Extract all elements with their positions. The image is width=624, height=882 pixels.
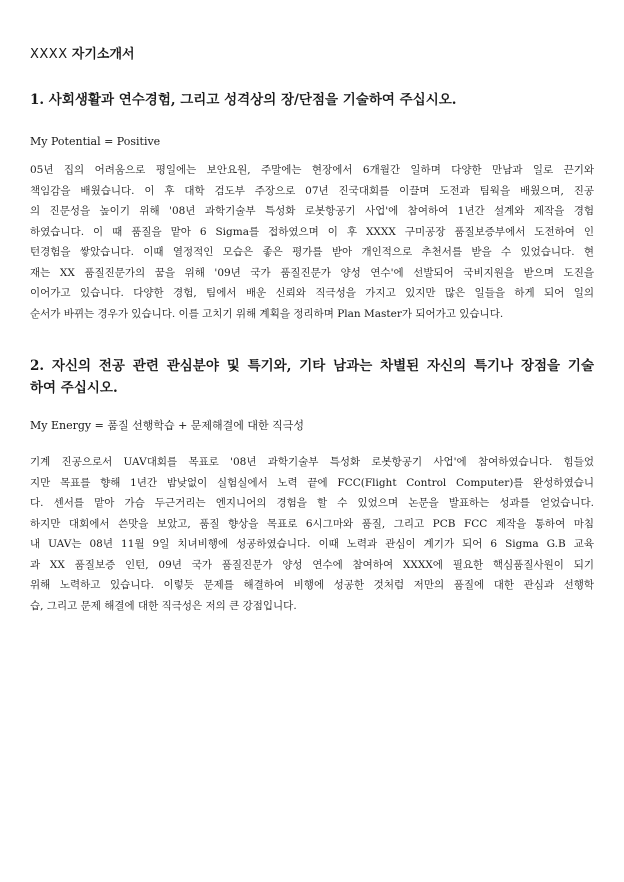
section2-subtitle: My Energy = 품질 선행학습 + 문제해결에 대한 직극성 — [30, 419, 305, 432]
paragraph-line: 턴경험을 쌓았습니다. 이때 열정적인 모습은 좋은 평가를 받아 개인적으로 추천서를 받을 수 있었습니다. 현 — [30, 246, 594, 258]
section2-heading-line1: 2. 자신의 전공 관련 관심분야 및 특기와, 기타 남과는 차별된 자신의 특기나 장점을 기술 — [30, 358, 594, 374]
section1-subtitle: My Potential = Positive — [30, 135, 161, 148]
paragraph-line: 의 진문성을 높이기 위해 '08년 과학기술부 특성화 로봇항공기 사업'에 참여하여 1년간 설계와 제작을 경험 — [30, 205, 594, 217]
section2-heading — [30, 355, 594, 399]
paragraph-line: 책임감을 배웠습니다. 이 후 대학 검도부 주장으로 07년 진국대회를 이끌며 도전과 팀웍을 배웠으며, 진공 — [30, 184, 594, 197]
document-title-placeholder: XXXX — [30, 47, 68, 62]
paragraph-line: 재는 XX 품질진문가의 꿈을 위해 '09년 국가 품질진문가 양성 연수'에 선발되어 국비지원을 받으며 도진을 — [30, 266, 594, 279]
document-title-text: 자기소개서 — [71, 47, 135, 62]
paragraph-line: 순서가 바뀌는 경우가 있습니다. 이를 고치기 위해 계획을 정리하며 Plan Master가 되어가고 있습니다. — [30, 307, 504, 320]
paragraph-line: 습, 그리고 문제 해결에 대한 직극성은 저의 큰 강점입니다. — [30, 599, 297, 612]
document-title — [30, 46, 135, 64]
paragraph-line: 지만 목표를 향해 1년간 밤낮없이 실험실에서 노력 끝에 FCC(Flight Control Computer)를 완성하였습니 — [30, 476, 594, 489]
paragraph-line: 이어가고 있습니다. 다양한 경험, 팀에서 배운 신뢰와 직극성을 가지고 있지만 많은 일들을 하게 되어 일의 — [30, 287, 594, 299]
paragraph-line: 하지만 대회에서 쓴맛을 보았고, 품질 향상을 목표로 6시그마와 품질, 그리고 PCB FCC 제작을 통하여 마침 — [30, 517, 594, 530]
paragraph-line: 위해 노력하고 있습니다. 이렇듯 문제를 해결하여 비행에 성공한 것처럼 저만의 품질에 대한 관심과 선행학 — [30, 579, 594, 591]
paragraph-line: 다. 센서를 맡아 가슴 두근거리는 엔지니어의 경험을 할 수 있었으며 논문을 발표하는 성과를 얻었습니다. — [30, 497, 594, 509]
paragraph-line: 과 XX 품질보증 인턴, 09년 국가 품질진문가 양성 연수에 참여하여 XXXX에 필요한 핵심품질사원이 되기 — [30, 558, 594, 571]
section2-paragraph — [30, 452, 594, 616]
paragraph-line: 하였습니다. 이 때 품질을 맡아 6 Sigma를 접하였으며 이 후 XXXX 구미공장 품질보증부에서 도전하여 인 — [30, 225, 594, 238]
section2-heading-line2: 하여 주십시오. — [30, 380, 118, 396]
section1-paragraph — [30, 160, 594, 324]
section1-heading: 1. 사회생활과 연수경험, 그리고 성격상의 장/단점을 기술하여 주십시오. — [30, 92, 457, 108]
paragraph-line: 내 UAV는 08년 11월 9일 치녀비행에 성공하였습니다. 이때 노력과 관심이 계기가 되어 6 Sigma G.B 교육 — [30, 538, 594, 550]
paragraph-line: 05년 집의 어려움으로 평일에는 보안요원, 주말에는 현장에서 6개월간 일하며 다양한 만남과 일로 끈기와 — [30, 164, 594, 176]
paragraph-line: 기계 진공으로서 UAV대회를 목표로 '08년 과학기술부 특성화 로봇항공기 사업'에 참여하였습니다. 힘들었 — [30, 456, 594, 468]
